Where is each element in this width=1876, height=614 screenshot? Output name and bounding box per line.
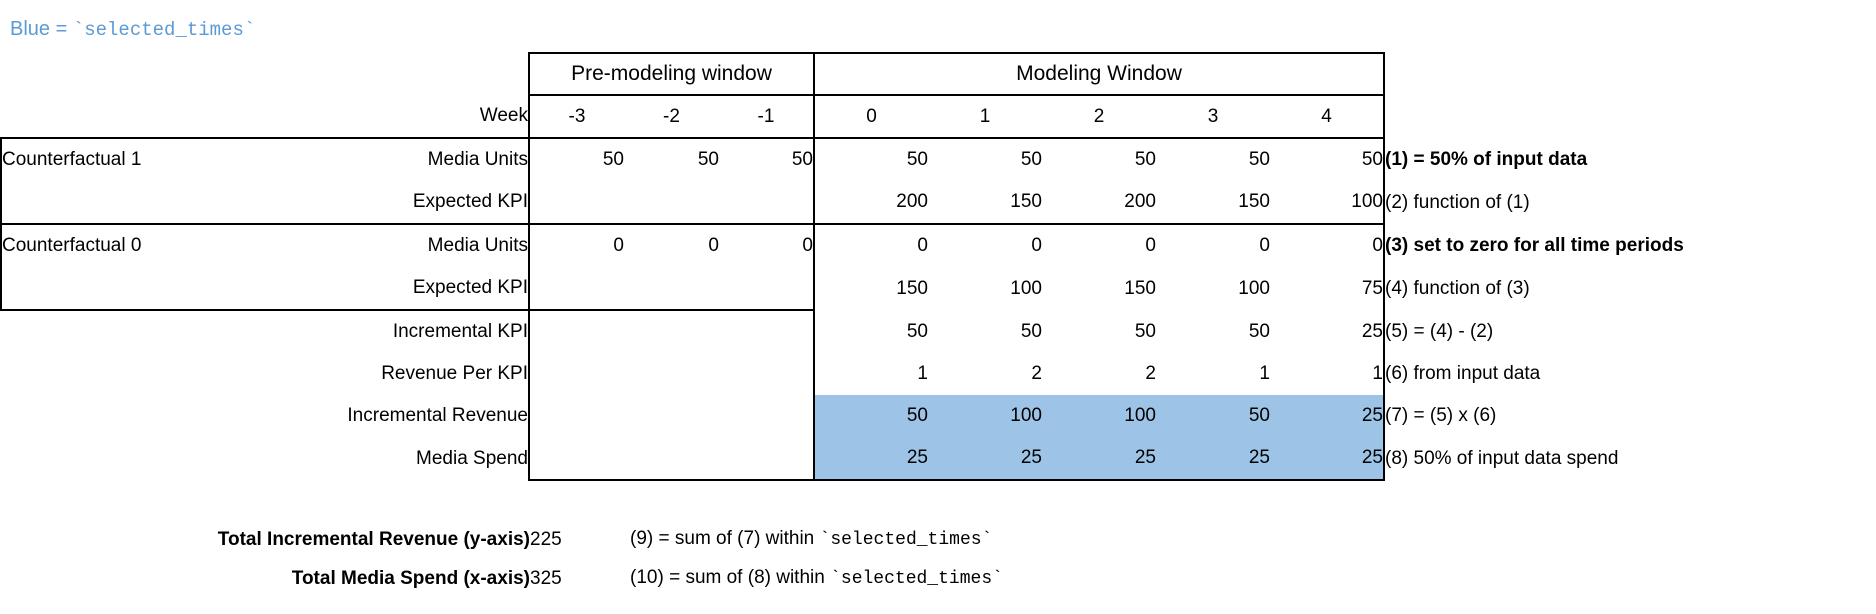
table-row bbox=[1, 395, 1824, 437]
total-note bbox=[630, 559, 1003, 598]
data-cell bbox=[529, 310, 624, 353]
data-cell bbox=[529, 267, 624, 310]
data-cell: 0 bbox=[814, 224, 928, 267]
row-label: Expected KPI bbox=[291, 267, 529, 310]
data-cell-selected: 25 bbox=[1270, 437, 1384, 480]
group-label: Counterfactual 1 bbox=[1, 138, 291, 181]
data-cell-selected: 25 bbox=[814, 437, 928, 480]
week-label: Week bbox=[479, 105, 528, 126]
data-cell: 50 bbox=[1134, 320, 1156, 342]
data-cell-selected: 100 bbox=[928, 395, 1042, 437]
legend-prefix: Blue = bbox=[10, 18, 73, 40]
total-note-prefix: (9) = sum of (7) within bbox=[630, 528, 820, 549]
data-cell: 0 bbox=[529, 224, 624, 267]
data-cell: 2 bbox=[1145, 363, 1156, 384]
row-label: Incremental Revenue bbox=[347, 405, 528, 426]
data-cell bbox=[624, 181, 719, 224]
total-value: 225 bbox=[530, 528, 562, 550]
data-cell: 50 bbox=[906, 320, 928, 342]
data-cell-selected: 25 bbox=[1156, 437, 1270, 480]
data-cell: 100 bbox=[1010, 277, 1042, 299]
data-cell: 50 bbox=[928, 138, 1042, 181]
legend-blue-selected-times bbox=[10, 18, 255, 41]
group-header-row bbox=[1, 53, 1824, 95]
group-label bbox=[1, 267, 291, 310]
week-value: 3 bbox=[1207, 105, 1219, 127]
data-cell: 0 bbox=[624, 224, 719, 267]
group-label: Counterfactual 0 bbox=[1, 224, 291, 267]
data-cell: 200 bbox=[896, 191, 928, 212]
totals-block bbox=[0, 520, 1003, 598]
data-cell bbox=[529, 353, 624, 395]
data-cell: 50 bbox=[1270, 138, 1384, 181]
data-cell bbox=[624, 395, 719, 437]
row-note: (8) 50% of input data spend bbox=[1385, 447, 1619, 469]
data-cell: 1 bbox=[917, 363, 928, 384]
data-cell: 150 bbox=[1010, 191, 1042, 212]
data-cell-selected: 50 bbox=[1156, 395, 1270, 437]
table-row bbox=[1, 267, 1824, 310]
data-cell: 1 bbox=[1270, 353, 1384, 395]
total-value: 325 bbox=[530, 567, 562, 589]
row-note: (3) set to zero for all time periods bbox=[1385, 234, 1684, 256]
table-row bbox=[1, 353, 1824, 395]
data-cell: 0 bbox=[1270, 224, 1384, 267]
spacer-cell bbox=[1, 310, 291, 353]
data-cell: 0 bbox=[1042, 224, 1156, 267]
counterfactual-table-wrapper bbox=[0, 52, 1876, 481]
total-label: Total Incremental Revenue (y-axis) bbox=[217, 528, 530, 550]
row-label: Expected KPI bbox=[412, 191, 528, 212]
week-value: 0 bbox=[866, 105, 877, 127]
data-cell: 50 bbox=[1020, 320, 1042, 342]
data-cell-selected: 25 bbox=[928, 437, 1042, 480]
total-note-code: `selected_times` bbox=[830, 569, 1003, 589]
data-cell: 100 bbox=[1238, 277, 1270, 299]
data-cell: 50 bbox=[1248, 320, 1270, 342]
data-cell bbox=[624, 437, 719, 480]
data-cell bbox=[719, 395, 814, 437]
row-label: Incremental KPI bbox=[392, 321, 528, 342]
data-cell-selected: 25 bbox=[1042, 437, 1156, 480]
group-header-pre-modeling: Pre-modeling window bbox=[529, 53, 814, 95]
data-cell bbox=[719, 267, 814, 310]
data-cell: 100 bbox=[1270, 181, 1384, 224]
week-value: -1 bbox=[719, 95, 814, 138]
data-cell: 1 bbox=[1259, 363, 1270, 384]
spacer-cell bbox=[1384, 53, 1824, 95]
data-cell bbox=[529, 437, 624, 480]
table-row bbox=[1, 224, 1824, 267]
data-cell-selected: 100 bbox=[1042, 395, 1156, 437]
spacer-cell bbox=[1, 437, 291, 480]
data-cell: 0 bbox=[928, 224, 1042, 267]
data-cell: 150 bbox=[1124, 277, 1156, 299]
data-cell: 50 bbox=[719, 138, 814, 181]
data-cell: 50 bbox=[1156, 138, 1270, 181]
week-value: 4 bbox=[1270, 95, 1384, 138]
spacer-cell bbox=[1384, 95, 1824, 138]
data-cell: 150 bbox=[1238, 191, 1270, 212]
row-label: Media Spend bbox=[416, 447, 528, 469]
row-note: (2) function of (1) bbox=[1385, 191, 1530, 213]
data-cell-selected: 25 bbox=[1270, 395, 1384, 437]
week-row bbox=[1, 95, 1824, 138]
totals-table bbox=[0, 520, 1003, 598]
data-cell: 25 bbox=[1270, 310, 1384, 353]
data-cell: 50 bbox=[814, 138, 928, 181]
spacer-cell bbox=[1, 95, 291, 138]
row-label: Media Units bbox=[291, 224, 529, 267]
data-cell: 200 bbox=[1124, 191, 1156, 212]
data-cell bbox=[719, 310, 814, 353]
total-row bbox=[0, 520, 1003, 559]
row-note: (5) = (4) - (2) bbox=[1385, 320, 1494, 342]
total-note-prefix: (10) = sum of (8) within bbox=[630, 567, 831, 588]
total-label: Total Media Spend (x-axis) bbox=[291, 567, 530, 589]
data-cell-selected: 50 bbox=[814, 395, 928, 437]
data-cell bbox=[529, 395, 624, 437]
week-value: 1 bbox=[979, 105, 991, 127]
data-cell: 150 bbox=[896, 277, 928, 299]
spacer-cell bbox=[1, 53, 291, 95]
table-row bbox=[1, 310, 1824, 353]
table-row bbox=[1, 437, 1824, 480]
data-cell bbox=[624, 310, 719, 353]
total-note-code: `selected_times` bbox=[819, 530, 993, 550]
table-row bbox=[1, 138, 1824, 181]
row-label: Revenue Per KPI bbox=[381, 363, 528, 384]
spacer-cell bbox=[1, 395, 291, 437]
data-cell bbox=[624, 267, 719, 310]
total-row bbox=[0, 559, 1003, 598]
data-cell bbox=[719, 181, 814, 224]
data-cell bbox=[719, 353, 814, 395]
spacer-cell bbox=[1, 353, 291, 395]
data-cell: 50 bbox=[624, 138, 719, 181]
data-cell: 75 bbox=[1270, 267, 1384, 310]
week-value: 2 bbox=[1093, 105, 1105, 127]
data-cell: 0 bbox=[719, 224, 814, 267]
week-value: -3 bbox=[529, 95, 624, 138]
week-value: -2 bbox=[663, 105, 680, 127]
table-row bbox=[1, 181, 1824, 224]
data-cell bbox=[529, 181, 624, 224]
spacer-cell bbox=[291, 53, 529, 95]
data-cell: 50 bbox=[529, 138, 624, 181]
row-note: (7) = (5) x (6) bbox=[1385, 405, 1497, 426]
row-label: Media Units bbox=[291, 138, 529, 181]
legend-code: `selected_times` bbox=[72, 19, 256, 41]
row-note: (4) function of (3) bbox=[1385, 277, 1530, 299]
data-cell: 50 bbox=[1042, 138, 1156, 181]
group-label bbox=[1, 181, 291, 224]
group-header-modeling: Modeling Window bbox=[814, 53, 1384, 95]
data-cell: 0 bbox=[1156, 224, 1270, 267]
data-cell: 2 bbox=[1031, 363, 1042, 384]
row-note: (1) = 50% of input data bbox=[1385, 148, 1588, 170]
total-note bbox=[630, 520, 1003, 559]
counterfactual-table bbox=[0, 52, 1825, 481]
row-note: (6) from input data bbox=[1385, 363, 1541, 384]
data-cell bbox=[624, 353, 719, 395]
data-cell bbox=[719, 437, 814, 480]
